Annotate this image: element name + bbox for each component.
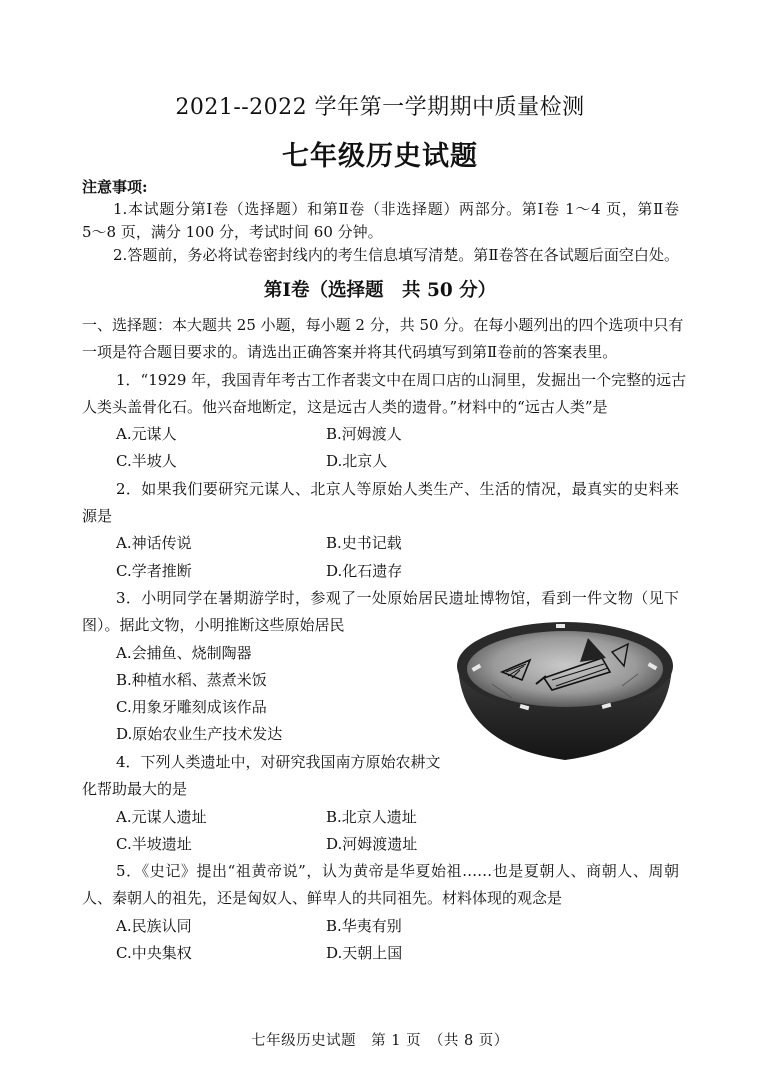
question-2-line-1: 2．如果我们要研究元谋人、北京人等原始人类生产、生活的情况，最真实的史料来 <box>116 480 679 498</box>
question-3-option-a: A.会捕鱼、烧制陶器 <box>116 644 252 662</box>
question-4-option-a: A.元谋人遗址 <box>116 808 207 826</box>
question-5-option-d: D.天朝上国 <box>326 944 403 962</box>
question-5-line-1: 5．《史记》提出“祖黄帝说”，认为黄帝是华夏始祖……也是夏朝人、商朝人、周朝 <box>116 862 679 880</box>
question-2-option-c: C.学者推断 <box>116 562 192 580</box>
question-3-option-d: D.原始农业生产技术发达 <box>116 725 283 743</box>
question-2-option-b: B.史书记载 <box>326 534 402 552</box>
question-2-option-d: D.化石遗存 <box>326 562 403 580</box>
question-3-line-1: 3．小明同学在暑期游学时，参观了一处原始居民遗址博物馆，看到一件文物（见下 <box>116 589 679 607</box>
question-2-line-2: 源是 <box>82 507 113 525</box>
question-5-option-c: C.中央集权 <box>116 944 192 962</box>
question-4-option-c: C.半坡遗址 <box>116 835 192 853</box>
question-1-option-b: B.河姆渡人 <box>326 425 402 443</box>
section-intro-line-2: 一项是符合题目要求的。请选出正确答案并将其代码填写到第Ⅱ卷前的答案表里。 <box>82 343 618 361</box>
exam-title: 2021--2022 学年第一学期期中质量检测 <box>175 95 585 120</box>
exam-subject-title: 七年级历史试题 <box>282 141 478 172</box>
notice-title: 注意事项: <box>82 178 148 196</box>
question-2-option-a: A.神话传说 <box>116 534 192 552</box>
notice-item-2: 2.答题前，务必将试卷密封线内的考生信息填写清楚。第Ⅱ卷答在各试题后面空白处。 <box>113 246 679 264</box>
question-4-line-2: 化帮助最大的是 <box>82 780 188 798</box>
question-5-line-2: 人、秦朝人的祖先，还是匈奴人、鲜卑人的共同祖先。材料体现的观念是 <box>82 889 563 907</box>
question-5-option-a: A.民族认同 <box>116 917 192 935</box>
question-4-line-1: 4．下列人类遗址中，对研究我国南方原始农耕文 <box>116 753 441 771</box>
section-intro-line-1: 一、选择题：本大题共 25 小题，每小题 2 分，共 50 分。在每小题列出的四个选项中只有 <box>82 316 684 334</box>
question-3-option-c: C.用象牙雕刻成该作品 <box>116 698 267 716</box>
pottery-basin-image <box>452 614 678 766</box>
section-title: 第Ⅰ卷（选择题 共 50 分） <box>263 280 497 301</box>
notice-item-1-line-1: 1.本试题分第Ⅰ卷（选择题）和第Ⅱ卷（非选择题）两部分。第Ⅰ卷 1～4 页，第Ⅱ卷 <box>113 200 679 218</box>
question-4-option-d: D.河姆渡遗址 <box>326 835 418 853</box>
page-footer: 七年级历史试题 第 1 页 （共 8 页） <box>251 1033 509 1049</box>
notice-item-1-line-2: 5～8 页，满分 100 分，考试时间 60 分钟。 <box>82 223 383 241</box>
question-1-option-c: C.半坡人 <box>116 452 177 470</box>
question-5-option-b: B.华夷有别 <box>326 917 402 935</box>
question-1-option-d: D.北京人 <box>326 452 388 470</box>
question-3-line-2: 图）。据此文物，小明推断这些原始居民 <box>82 616 345 634</box>
question-4-option-b: B.北京人遗址 <box>326 808 417 826</box>
question-1-line-1: 1．“1929 年，我国青年考古工作者裴文中在周口店的山洞里，发掘出一个完整的远古 <box>116 371 687 389</box>
question-1-option-a: A.元谋人 <box>116 425 177 443</box>
question-1-line-2: 人类头盖骨化石。他兴奋地断定，这是远古人类的遗骨。”材料中的“远古人类”是 <box>82 398 608 416</box>
question-3-option-b: B.种植水稻、蒸煮米饭 <box>116 671 267 689</box>
